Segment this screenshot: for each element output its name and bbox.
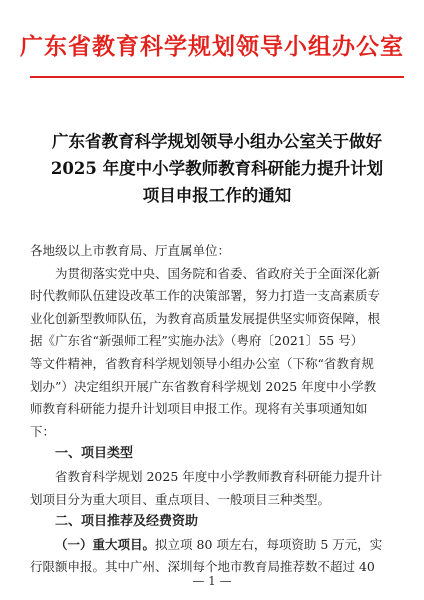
section-2-line-2: 行限额申报。其中广州、深圳每个地市教育局推荐数不超过 40 bbox=[30, 559, 375, 575]
intro-line-3: 业化创新型教师队伍，为教育高质量发展提供坚实师资保障，根 bbox=[30, 310, 381, 326]
section-2-paragraph bbox=[30, 534, 404, 579]
intro-line-2: 时代教师队伍建设改革工作的决策部署，努力打造一支高素质专 bbox=[30, 288, 381, 304]
section-2-line-1 bbox=[30, 534, 404, 557]
section-1-line-2: 划项目分为重大项目、重点项目、一般项目三种类型。 bbox=[30, 491, 331, 507]
section-2-heading: 二、项目推荐及经费资助 bbox=[55, 514, 199, 530]
intro-line-4: 据《广东省“新强师工程”实施办法》（粤府〔2021〕55 号） bbox=[30, 333, 364, 349]
title-line-2: 2025 年度中小学教师教育科研能力提升计划 bbox=[50, 159, 384, 178]
document-title bbox=[30, 128, 404, 209]
title-line-3: 项目申报工作的通知 bbox=[142, 186, 292, 205]
red-divider bbox=[30, 76, 404, 78]
section-1-heading: 一、项目类型 bbox=[55, 446, 134, 462]
section-1-line-1: 省教育科学规划 2025 年度中小学教师教育科研能力提升计 bbox=[55, 468, 383, 484]
intro-line-8: 下： bbox=[30, 423, 56, 439]
major-project-text: 拟立项 80 项左右，每项资助 5 万元，实 bbox=[155, 536, 383, 552]
org-header: 广东省教育科学规划领导小组办公室 bbox=[20, 34, 404, 60]
intro-line-1: 为贯彻落实党中央、国务院和省委、省政府关于全面深化新 bbox=[55, 265, 381, 281]
intro-line-5: 等文件精神，省教育科学规划领导小组办公室（下称“省教育规 bbox=[30, 355, 374, 371]
document-body bbox=[30, 240, 404, 579]
intro-paragraph bbox=[30, 263, 404, 444]
page-number: — 1 — bbox=[192, 574, 232, 588]
section-1-paragraph bbox=[30, 466, 404, 511]
title-line-1: 广东省教育科学规划领导小组办公室关于做好 bbox=[52, 132, 382, 151]
intro-line-7: 师教育科研能力提升计划项目申报工作。现将有关事项通知如 bbox=[30, 401, 368, 417]
salutation: 各地级以上市教育局、厅直属单位： bbox=[30, 243, 231, 258]
intro-line-6: 划办”）决定组织开展广东省教育科学规划 2025 年度中小学教 bbox=[30, 378, 377, 394]
major-project-label: （一）重大项目。 bbox=[55, 536, 156, 552]
